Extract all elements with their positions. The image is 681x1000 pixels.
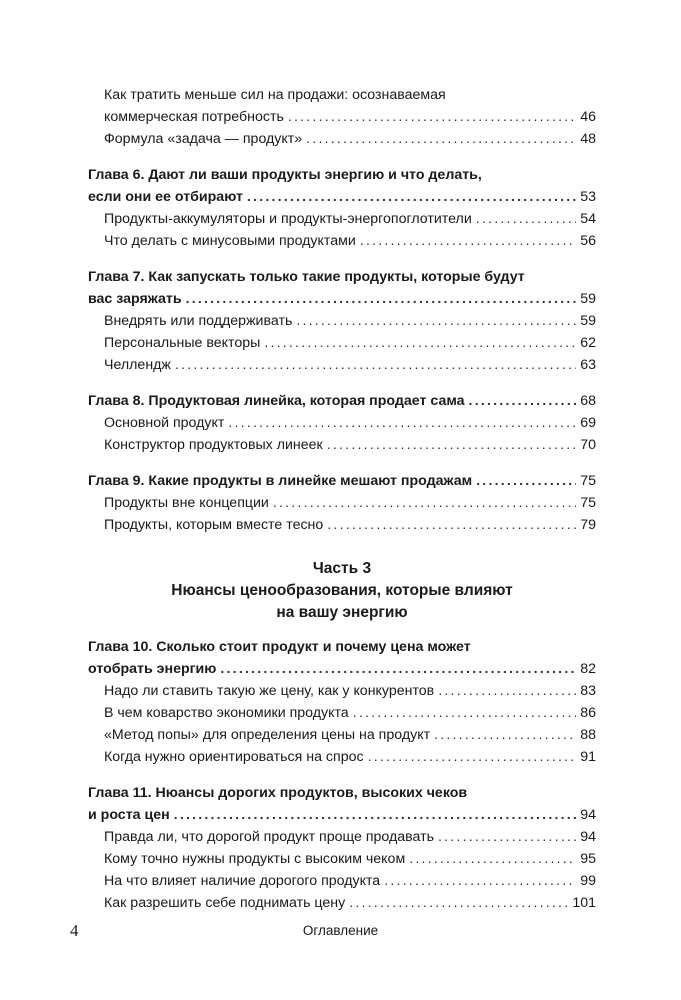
toc-dot-leader [360,230,576,252]
toc-page-number: 56 [580,233,596,249]
toc-entry[interactable] [88,310,596,332]
toc-entry-title: Основной продукт [104,415,225,431]
toc-page-number: 69 [580,415,596,431]
toc-entry[interactable]: Как тратить меньше сил на продажи: осознаваемая [104,87,446,103]
toc-dot-leader [384,870,576,892]
toc-gap [88,768,596,782]
toc-page-number: 94 [580,829,596,845]
toc-dot-leader [327,514,576,536]
toc-page-number: 68 [580,393,596,409]
toc-dot-leader [409,848,576,870]
toc-entry-title: коммерческая потребность [104,109,284,125]
toc-entry-title: Внедрять или поддерживать [104,313,293,329]
toc-page-number: 46 [580,109,596,125]
toc-dot-leader [175,354,576,376]
toc-entry[interactable] [88,702,596,724]
toc-page-number: 83 [580,683,596,699]
toc-page-number: 75 [580,495,596,511]
toc-entry-title: и роста цен [88,807,170,823]
toc-dot-leader [273,492,576,514]
toc-entry-title: Надо ли ставить такую же цену, как у конкурентов [104,683,435,699]
toc-chapter-entry[interactable] [88,804,596,826]
toc-dot-leader [476,208,576,230]
toc-chapter-entry[interactable]: Глава 7. Как запускать только такие продукты, которые будут [88,269,525,285]
toc-dot-leader [434,724,576,746]
toc-entry-title: Продукты, которым вместе тесно [104,517,324,533]
toc-page-number: 54 [580,211,596,227]
toc-dot-leader [264,332,576,354]
toc-dot-leader [306,128,576,150]
toc-chapter-entry[interactable]: Глава 11. Нюансы дорогих продуктов, высоких чеков [88,785,468,801]
toc-entry-title: Что делать с минусовыми продуктами [104,233,356,249]
toc-gap [88,456,596,470]
toc-entry[interactable] [88,106,596,128]
toc-dot-leader [327,434,576,456]
toc-entry-title: Правда ли, что дорогой продукт проще продавать [104,829,434,845]
page-number: 4 [70,921,79,940]
part-label: Часть 3 [312,560,372,577]
toc-page-number: 86 [580,705,596,721]
toc-entry-title: Формула «задача — продукт» [104,131,303,147]
toc-chapter-entry[interactable] [88,658,596,680]
toc-page-number: 101 [572,895,596,911]
toc-gap [88,252,596,266]
toc-page-number: 79 [580,517,596,533]
toc-dot-leader [186,288,577,310]
toc-gap [88,150,596,164]
toc-entry[interactable] [88,680,596,702]
toc-dot-leader [288,106,576,128]
toc-entry[interactable] [88,412,596,434]
toc-entry-title: «Метод попы» для определения цены на продукт [104,727,431,743]
toc-page-number: 91 [580,749,596,765]
toc-entry[interactable] [88,492,596,514]
toc-entry[interactable] [88,848,596,870]
toc-dot-leader [247,186,576,208]
toc-dot-leader [174,804,577,826]
toc-entry-title: вас заряжать [88,291,182,307]
toc-entry-title: Продукты-аккумуляторы и продукты-энергопоглотители [104,211,472,227]
toc-page-number: 62 [580,335,596,351]
part-heading [88,558,596,624]
toc-entry[interactable] [88,892,596,914]
toc-chapter-entry[interactable] [88,186,596,208]
toc-entry-title: Продукты вне концепции [104,495,269,511]
toc-entry[interactable] [88,826,596,848]
toc-entry[interactable] [88,746,596,768]
part-title-line-2: на вашу энергию [276,604,408,621]
toc-dot-leader [220,658,576,680]
toc-top-section [88,84,596,536]
toc-page-number: 70 [580,437,596,453]
toc-entry-title: Челлендж [104,357,171,373]
toc-entry-title: На что влияет наличие дорогого продукта [104,873,381,889]
toc-dot-leader [438,680,576,702]
toc-bottom-section [88,636,596,914]
toc-entry-title: Как разрешить себе поднимать цену [104,895,346,911]
toc-entry-title: Глава 8. Продуктовая линейка, которая продает сама [88,393,465,409]
toc-page-number: 88 [580,727,596,743]
toc-entry-title: отобрать энергию [88,661,217,677]
toc-entry-title: если они ее отбирают [88,189,243,205]
toc-page-number: 95 [580,851,596,867]
toc-page-number: 75 [580,473,596,489]
toc-dot-leader [368,746,577,768]
toc-entry-title: Глава 9. Какие продукты в линейке мешают продажам [88,473,473,489]
toc-dot-leader [438,826,576,848]
toc-entry-title: В чем коварство экономики продукта [104,705,349,721]
toc-page-number: 63 [580,357,596,373]
table-of-contents [88,84,596,914]
toc-dot-leader [476,470,576,492]
toc-entry-title: Конструктор продуктовых линеек [104,437,323,453]
toc-page-number: 53 [580,189,596,205]
toc-page-number: 59 [580,313,596,329]
toc-chapter-entry[interactable]: Глава 6. Дают ли ваши продукты энергию и что делать, [88,167,482,183]
toc-entry-title: Персональные векторы [104,335,261,351]
toc-chapter-entry[interactable]: Глава 10. Сколько стоит продукт и почему цена может [88,639,471,655]
toc-dot-leader [296,310,576,332]
part-title-line-1: Нюансы ценообразования, которые влияют [171,582,513,599]
toc-entry[interactable] [88,128,596,150]
toc-page-number: 94 [580,807,596,823]
toc-page-number: 82 [580,661,596,677]
toc-entry[interactable] [88,332,596,354]
toc-chapter-entry[interactable] [88,288,596,310]
toc-entry[interactable] [88,514,596,536]
toc-page-number: 99 [580,873,596,889]
toc-dot-leader [353,702,577,724]
toc-dot-leader [228,412,576,434]
toc-entry[interactable] [88,230,596,252]
toc-page-number: 48 [580,131,596,147]
toc-gap [88,376,596,390]
running-title: Оглавление [302,923,379,938]
toc-dot-leader [469,390,577,412]
toc-dot-leader [349,892,568,914]
toc-entry[interactable] [88,208,596,230]
toc-page-number: 59 [580,291,596,307]
toc-entry[interactable] [88,724,596,746]
toc-entry[interactable] [88,870,596,892]
toc-chapter-entry[interactable] [88,390,596,412]
toc-chapter-entry[interactable] [88,470,596,492]
toc-entry-title: Кому точно нужны продукты с высоким чеком [104,851,406,867]
toc-entry-title: Когда нужно ориентироваться на спрос [104,749,364,765]
toc-entry[interactable] [88,354,596,376]
toc-entry[interactable] [88,434,596,456]
